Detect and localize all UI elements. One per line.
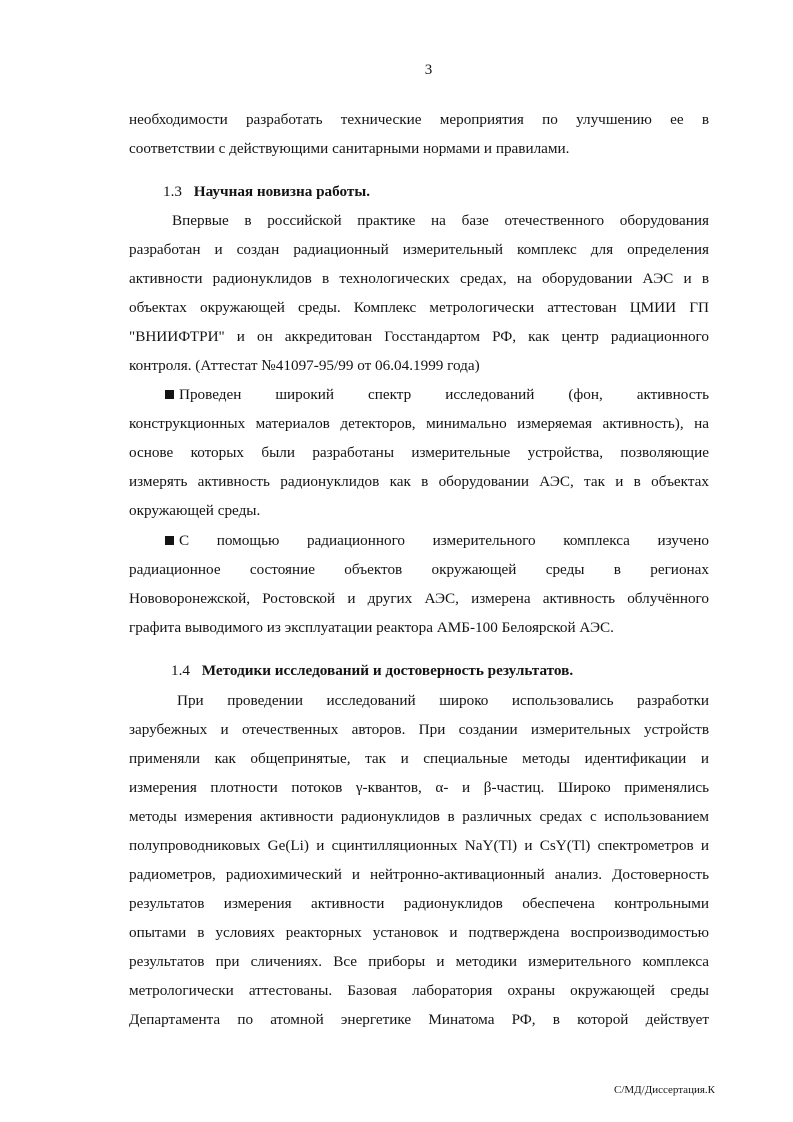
text-line: полупроводниковых Ge(Li) и сцинтилляционных NaY(Tl) и CsY(Tl) спектрометров и xyxy=(129,837,709,854)
footer-label: С/МД/Диссертация.К xyxy=(613,1084,715,1096)
text-line: конструкционных материалов детекторов, минимально измеряемая активность), на xyxy=(129,415,709,432)
bullet-square-icon xyxy=(165,536,174,545)
text-line: С помощью радиационного измерительного комплекса изучено xyxy=(179,532,709,549)
section-number: 1.3 xyxy=(163,183,182,200)
text-line: Проведен широкий спектр исследований (фон, активность xyxy=(179,386,709,403)
bullet-first-line xyxy=(129,526,709,555)
text-line: применяли как общепринятые, так и специальные методы идентификации и xyxy=(129,750,709,767)
text-line: измерения плотности потоков γ-квантов, α- и β-частиц. Широко применялись xyxy=(129,779,709,796)
section-title: Методики исследований и достоверность результатов. xyxy=(201,662,574,679)
text-line: Нововоронежской, Ростовской и других АЭС, измерена активность облучённого xyxy=(129,590,709,607)
text-line: измерять активность радионуклидов как в оборудовании АЭС, так и в объектах xyxy=(129,473,709,490)
text-line: графита выводимого из эксплуатации реактора АМБ-100 Белоярской АЭС. xyxy=(129,619,614,636)
text-line: соответствии с действующими санитарными нормами и правилами. xyxy=(129,140,570,157)
text-line: зарубежных и отечественных авторов. При создании измерительных устройств xyxy=(129,721,709,738)
methods-paragraph xyxy=(129,686,709,1034)
text-line: радиометров, радиохимический и нейтронно-активационный анализ. Достоверность xyxy=(129,866,709,883)
text-line: При проведении исследований широко использовались разработки xyxy=(177,692,709,709)
novelty-paragraph xyxy=(129,206,709,380)
section-title: Научная новизна работы. xyxy=(193,183,371,200)
page-number: 3 xyxy=(424,62,433,78)
text-line: метрологически аттестованы. Базовая лаборатория охраны окружающей среды xyxy=(129,982,709,999)
text-line: "ВНИИФТРИ" и он аккредитован Госстандартом РФ, как центр радиационного xyxy=(129,328,709,345)
text-line: опытами в условиях реакторных установок и подтверждена воспроизводимостью xyxy=(129,924,709,941)
text-line: Впервые в российской практике на базе отечественного оборудования xyxy=(172,212,709,229)
bullet-paragraph-2 xyxy=(129,526,709,642)
intro-paragraph xyxy=(129,105,709,163)
text-line: результатов измерения активности радионуклидов обеспечена контрольными xyxy=(129,895,709,912)
section-heading-1-4 xyxy=(171,656,573,685)
text-line: Департамента по атомной энергетике Минатома РФ, в которой действует xyxy=(129,1011,709,1028)
text-line: необходимости разработать технические мероприятия по улучшению ее в xyxy=(129,111,709,128)
bullet-first-line xyxy=(129,380,709,409)
bullet-square-icon xyxy=(165,390,174,399)
text-line: контроля. (Аттестат №41097-95/99 от 06.04.1999 года) xyxy=(129,357,480,374)
text-line: результатов при сличениях. Все приборы и методики измерительного комплекса xyxy=(129,953,709,970)
bullet-paragraph-1 xyxy=(129,380,709,525)
section-heading-1-3 xyxy=(163,177,370,206)
text-line: объектах окружающей среды. Комплекс метрологически аттестован ЦМИИ ГП xyxy=(129,299,709,316)
section-number: 1.4 xyxy=(171,662,190,679)
text-line: разработан и создан радиационный измерительный комплекс для определения xyxy=(129,241,709,258)
text-line: методы измерения активности радионуклидов в различных средах с использованием xyxy=(129,808,709,825)
text-line: радиационное состояние объектов окружающей среды в регионах xyxy=(129,561,709,578)
text-line: окружающей среды. xyxy=(129,502,261,519)
text-line: активности радионуклидов в технологических средах, на оборудовании АЭС и в xyxy=(129,270,709,287)
text-line: основе которых были разработаны измерительные устройства, позволяющие xyxy=(129,444,709,461)
